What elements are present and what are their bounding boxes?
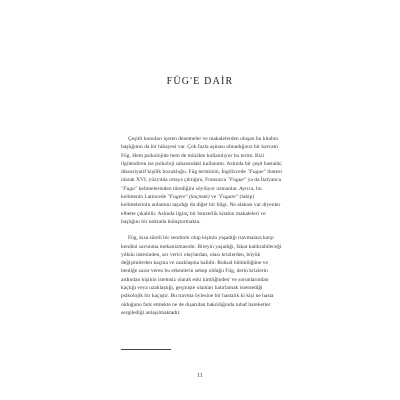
paragraph-2 (121, 234, 283, 317)
body-text (121, 135, 283, 317)
page-number: 11 (197, 373, 203, 379)
italic-term: "Fugare" (217, 194, 239, 201)
text-run: ve (209, 194, 218, 201)
text-run: ya da İtalyanca (246, 177, 281, 184)
italic-term: "Fuga" (121, 185, 138, 192)
text-run: ibaresi olarak XVI. yüzyılda ortaya çıktığını, Fransızca (121, 169, 282, 184)
text-run: Çeşitli konuları içeren denemeler ve makalelerden oluşan bu kitabın başlığının da bir hikayesi var. Çok fazla aşinası olmadığınız bir kavram Füg. Hem psikolojide hem de müzikte kullanılıyor bu terim. Bizi ilgilendiren ise psikoloji sahasındaki kullanımı. Aslında bir çeşit hastalık; dissosiyatif kişilik bozukluğu. Füg teriminin, İngilizcede (121, 136, 283, 176)
text-run: kelimelerinden türediğini söylüyor uzmanlar. Ayrıca, bu kelimenin Latincede (121, 185, 262, 201)
paragraph-1 (121, 135, 283, 226)
italic-term: "Fugue" (247, 169, 266, 176)
chapter-title: FÜG'E DAİR (166, 76, 234, 87)
text-run: Füg, kısa süreli bir sendrom olup kişinin yaşadığı travmalara karşı kendini savunma mekanizmasıdır. Bireyin yaşadığı, fakat kaldırabileceği yükün üstesinden, acı verici olaylardan, olası krizlerden, büyük değişimlerden kaçma ve uzaklaşma halidir. Ruhsal bütünlüğüne ve benliğe zarar veren bu etkenlerin sebep olduğu Füg, derin krizlerin ardından kişinin istemsiz olarak eski kimliğinden' ve sorunlarından kaçtığı veya uzaklaştığı, geçmişte olanları hatırlamak istemediği psikolojik bir kaçıştır. Bu travma öylesine bir hastalık ki kişi ne hasta olduğunu fark etmekte ne de dışarıdan bakıldığında tuhaf hareketler sergilediği anlaşılmaktadır. (121, 235, 282, 316)
italic-term: "Fugere" (kaçmak) (167, 194, 210, 201)
italic-term: "Fugue" (227, 177, 247, 184)
footnote-divider (121, 349, 171, 350)
text-run: (takip) kelimelerinin anlamını taşıdığı da diğer bir bilgi. Ne alakası var diyenler elbette çıkabilir. Aslında ilginç bir benzerlik kitabın makaleleri ve başlığını bir noktada buluşturmakta. (121, 194, 281, 225)
